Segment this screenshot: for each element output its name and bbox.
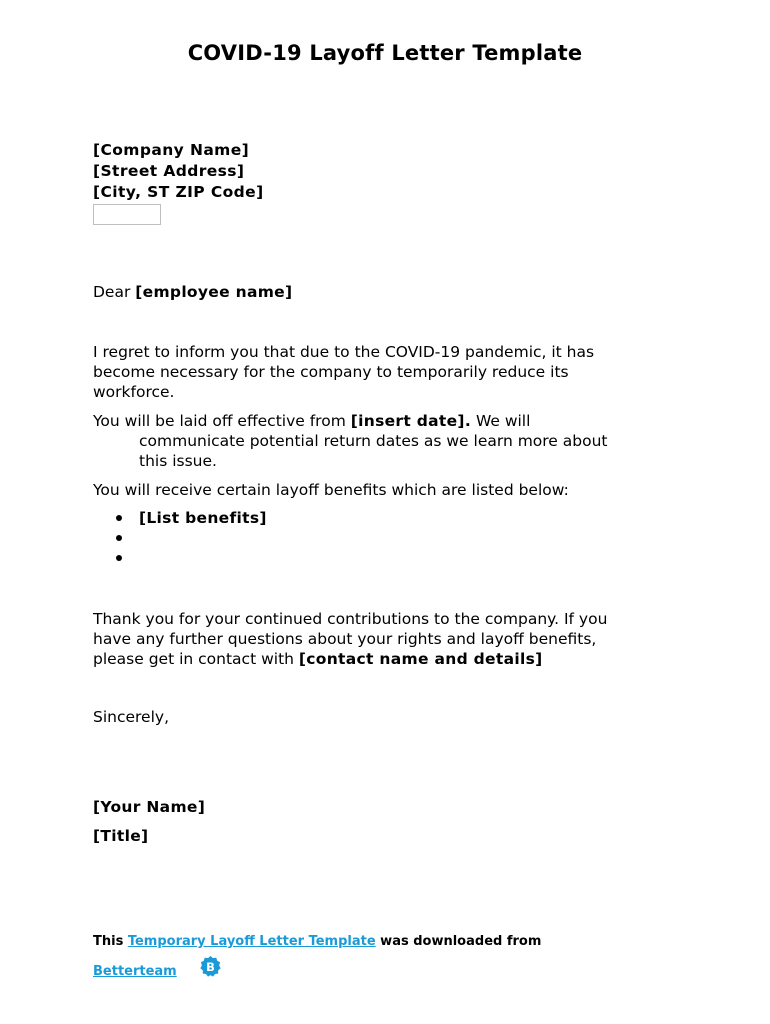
list-item bbox=[93, 548, 267, 568]
paragraph-notice bbox=[93, 342, 594, 402]
paragraph-closing bbox=[93, 609, 607, 669]
footer-attribution-line2 bbox=[93, 964, 177, 979]
paragraph-benefits-intro: You will receive certain layoff benefits which are listed below: bbox=[93, 481, 569, 499]
bullet-icon bbox=[116, 515, 122, 521]
paragraph-line: workforce. bbox=[93, 383, 175, 401]
paragraph-line: have any further questions about your rights and layoff benefits, bbox=[93, 630, 597, 648]
betterteam-logo-icon[interactable] bbox=[199, 955, 222, 978]
template-link[interactable]: Temporary Layoff Letter Template bbox=[127, 934, 376, 949]
paragraph-effective-date bbox=[93, 411, 530, 431]
paragraph-line: this issue. bbox=[139, 452, 217, 470]
page-title: COVID-19 Layoff Letter Template bbox=[187, 41, 583, 65]
benefits-list bbox=[93, 508, 267, 568]
footer-text: was downloaded from bbox=[375, 934, 542, 949]
company-address bbox=[93, 140, 264, 203]
insert-date: [insert date]. bbox=[350, 412, 472, 430]
street-address: [Street Address] bbox=[93, 162, 245, 180]
paragraph-line bbox=[93, 649, 607, 669]
paragraph-effective-date-cont bbox=[139, 431, 608, 471]
your-name: [Your Name] bbox=[93, 798, 206, 816]
company-name: [Company Name] bbox=[93, 141, 250, 159]
svg-text:B: B bbox=[206, 959, 215, 974]
signoff: Sincerely, bbox=[93, 708, 170, 726]
benefit-text: [List benefits] bbox=[139, 509, 267, 527]
city-state-zip: [City, ST ZIP Code] bbox=[93, 183, 264, 201]
paragraph-text: We will bbox=[471, 412, 531, 430]
paragraph-text: please get in contact with bbox=[93, 650, 299, 668]
footer-attribution bbox=[93, 934, 541, 949]
footer-text: This bbox=[93, 934, 128, 949]
paragraph-text: You will be laid off effective from bbox=[93, 412, 351, 430]
greeting-prefix: Dear bbox=[93, 283, 136, 301]
contact-details: [contact name and details] bbox=[298, 650, 543, 668]
date-input-box[interactable] bbox=[93, 204, 161, 225]
paragraph-line: become necessary for the company to temporarily reduce its bbox=[93, 363, 569, 381]
paragraph-line: I regret to inform you that due to the COVID-19 pandemic, it has bbox=[93, 343, 595, 361]
bullet-icon bbox=[116, 555, 122, 561]
paragraph-line: communicate potential return dates as we learn more about bbox=[139, 432, 608, 450]
employee-name: [employee name] bbox=[135, 283, 293, 301]
betterteam-link[interactable]: Betterteam bbox=[93, 964, 177, 979]
your-title: [Title] bbox=[93, 827, 149, 845]
greeting bbox=[93, 282, 292, 302]
paragraph-line: Thank you for your continued contributions to the company. If you bbox=[93, 610, 608, 628]
list-item bbox=[93, 528, 267, 548]
list-item bbox=[93, 508, 267, 528]
bullet-icon bbox=[116, 535, 122, 541]
